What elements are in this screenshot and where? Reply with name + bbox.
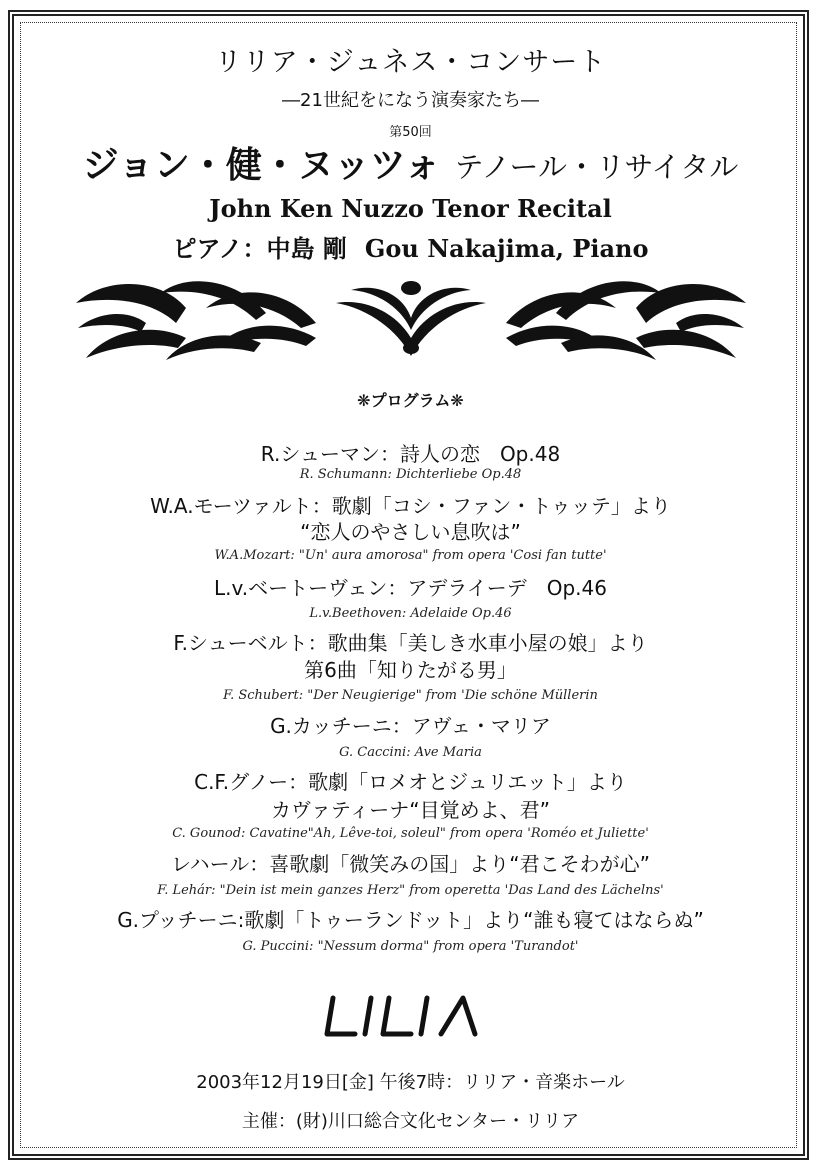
- program-item-title-en: F. Schubert: "Der Neugierige" from 'Die schöne Müllerin: [223, 688, 598, 703]
- lilia-logo: [323, 990, 493, 1040]
- program-item-title-jp: カヴァティーナ“目覚めよ、君”: [271, 798, 550, 822]
- decorative-ornament: [66, 268, 756, 368]
- program-item-title-jp: 第6曲「知りたがる男」: [304, 658, 517, 682]
- program-item-title-en: W.A.Mozart: "Un' aura amorosa" from opera 'Cosi fan tutte': [214, 548, 607, 563]
- program-item-title-en: R. Schumann: Dichterliebe Op.48: [299, 467, 522, 482]
- program-item-title-jp: R.シューマン：詩人の恋 Op.48: [260, 442, 561, 466]
- pianist-jp: ピアノ：中島 剛: [172, 235, 347, 263]
- program-item-title-jp: F.シューベルト：歌曲集「美しき水車小屋の娘」より: [173, 631, 648, 655]
- pianist-line: [0, 229, 821, 264]
- concert-series-subtitle: ―21世紀をになう演奏家たち―: [282, 90, 539, 111]
- event-host: 主催：(財)川口総合文化センター・リリア: [241, 1111, 580, 1132]
- program-item-title-jp: レハール：喜歌劇「微笑みの国」より“君こそわが心”: [171, 852, 650, 876]
- program-heading: ❋プログラム❋: [357, 391, 464, 410]
- program-item-title-en: G. Puccini: "Nessum dorma" from opera 'Turandot': [242, 939, 579, 954]
- program-item-title-jp: “恋人のやさしい息吹は”: [300, 520, 521, 544]
- program-item-title-en: L.v.Beethoven: Adelaide Op.46: [309, 606, 512, 621]
- concert-series-title: リリア・ジュネス・コンサート: [214, 47, 607, 78]
- recital-title-en: John Ken Nuzzo Tenor Recital: [209, 194, 612, 223]
- recital-type-jp: テノール・リサイタル: [454, 150, 739, 184]
- program-item-title-jp: L.v.ベートーヴェン：アデライーデ Op.46: [214, 576, 607, 600]
- program-item-title-en: G. Caccini: Ave Maria: [339, 745, 482, 760]
- pianist-en: Gou Nakajima, Piano: [364, 234, 649, 263]
- performer-name-jp: ジョン・健・ヌッツォ: [82, 144, 441, 186]
- edition-number: 第50回: [389, 125, 432, 140]
- program-item-title-jp: C.F.グノー：歌劇「ロメオとジュリエット」より: [194, 770, 627, 794]
- program-item-title-jp: G.プッチーニ:歌劇「トゥーランドット」より“誰も寝てはならぬ”: [117, 908, 704, 932]
- program-item-title-en: C. Gounod: Cavatine"Ah, Lêve-toi, soleul" from opera 'Roméo et Juliette': [172, 826, 649, 841]
- event-date-venue: 2003年12月19日[金] 午後7時：リリア・音楽ホール: [196, 1072, 625, 1093]
- program-item-title-jp: G.カッチーニ：アヴェ・マリア: [270, 714, 551, 738]
- program-item-title-en: F. Lehár: "Dein ist mein ganzes Herz" from operetta 'Das Land des Lächelns': [157, 883, 664, 898]
- recital-title-jp: [0, 137, 821, 188]
- program-item-title-jp: W.A.モーツァルト：歌劇「コシ・ファン・トゥッテ」より: [150, 494, 671, 518]
